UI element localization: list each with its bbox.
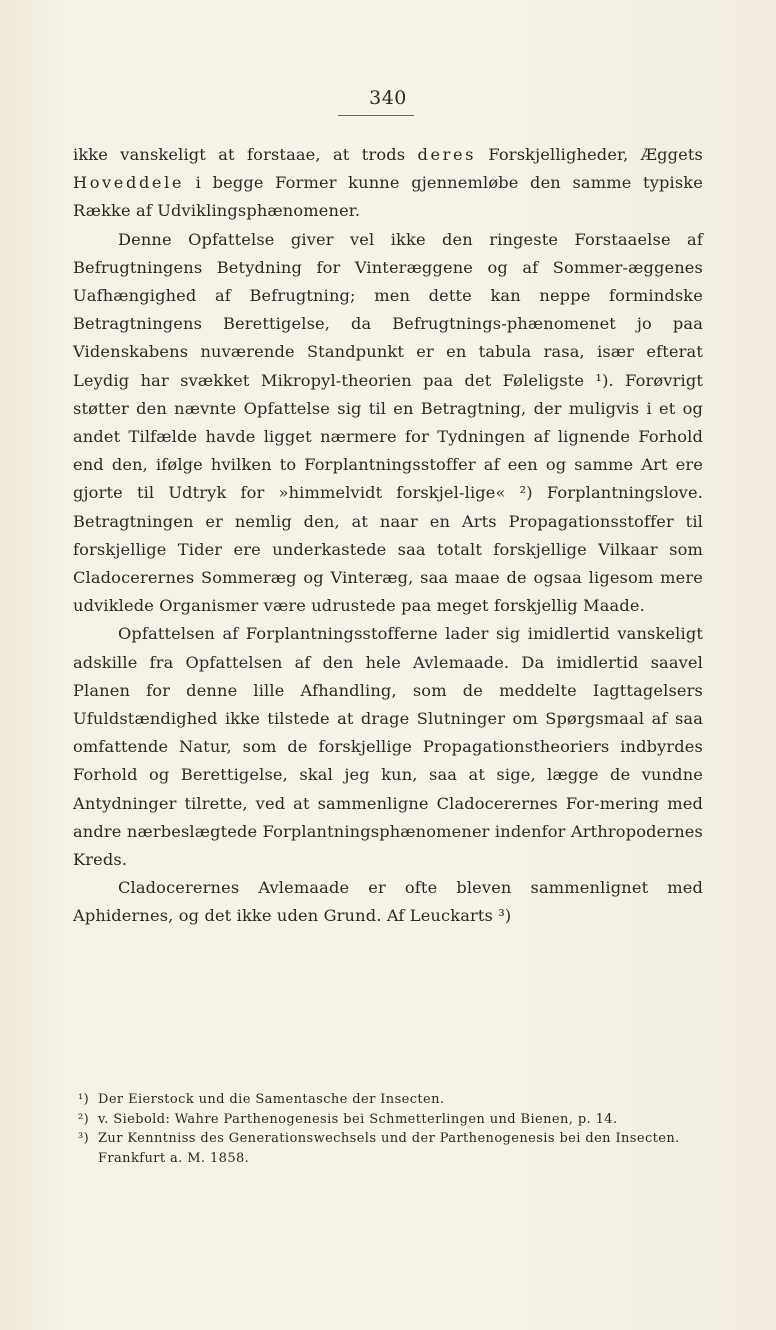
paragraph [73, 874, 703, 930]
page-number-rule [338, 115, 414, 116]
page-number: 340 [369, 87, 407, 109]
footnote-mark: ²) [78, 1111, 90, 1127]
footnotes [78, 1090, 703, 1168]
paragraph-text: Opfattelsen af Forplantningsstofferne lader sig imidlertid vanskeligt adskille fra Opfattelsen af den hele Avlemaade. Da imidlertid saavel Planen for denne lille Afhandling, som de meddelte Iagttagelsers Ufuldstændighed ikke tilstede at drage Slutninger om Spørgsmaal af saa omfattende Natur, som de forskjellige Propagationstheoriers indbyrdes Forhold og Berettigelse, skal jeg kun, saa at sige, lægge de vundne Antydninger tilrette, ved at sammenligne Cladocerernes For-mering med andre nærbeslægtede Forplantningsphænomener indenfor Arthropodernes Kreds. [73, 624, 703, 870]
footnote-text: Der Eierstock und die Samentasche der Insecten. [98, 1092, 445, 1107]
footnote-mark: ³) [78, 1131, 90, 1147]
spaced-emphasis-text: deres [417, 145, 477, 164]
body-text [73, 141, 703, 931]
footnote [78, 1129, 703, 1168]
paragraph [73, 141, 703, 226]
spaced-emphasis-text: Hoveddele [73, 173, 185, 193]
footnote [78, 1110, 703, 1130]
footnote [78, 1090, 703, 1110]
paragraph-text: ikke vanskeligt at forstaae, at trods [73, 145, 418, 164]
footnote-text: v. Siebold: Wahre Parthenogenesis bei Schmetterlingen und Bienen, p. 14. [98, 1111, 618, 1127]
paragraph-text: Denne Opfattelse giver vel ikke den ringeste Forstaaelse af Befrugtningens Betydning for Vinteræggene og af Sommer-æggenes Uafhængighed af Befrugtning; men dette kan neppe formindske Betragtningens Berettigelse, da Befrugtnings-phænomenet jo paa Videnskabens nuværende Standpunkt er en tabula rasa, især efterat Leydig har svækket Mikropyl-theorien paa det Føleligste ¹). Forøvrigt støtter den nævnte Opfattelse sig til en Betragtning, der muligvis i et og andet Tilfælde havde ligget nærmere for Tydningen af lignende Forhold end den, ifølge hvilken to Forplantningsstoffer af een og samme Art ere gjorte til Udtryk for »himmelvidt forskjel-lige« ²) Forplantningslove. Betragtningen er nemlig den, at naar en Arts Propagationsstoffer til forskjellige Tider ere underkastede saa totalt forskjellige Vilkaar som Cladocerernes Sommeræg og Vinteræg, saa maae de ogsaa ligesom mere udviklede Organismer være udrustede paa meget forskjellig Maade. [73, 229, 703, 616]
footnote-text: Zur Kenntniss des Generationswechsels und der Parthenogenesis bei den Insecten. Frankfurt a. M. 1858. [98, 1131, 680, 1166]
paragraph [73, 620, 703, 874]
paragraph-text: Cladocerernes Avlemaade er ofte bleven sammenlignet med Aphidernes, og det ikke uden Grund. Af Leuckarts ³) [73, 878, 703, 926]
paragraph-text: i begge Former kunne gjennemløbe den samme typiske Række af Udviklingsphænomener. [73, 173, 703, 221]
footnote-mark: ¹) [78, 1092, 90, 1107]
paragraph-text: Forskjelligheder, Æggets [476, 145, 703, 164]
paragraph [73, 226, 703, 621]
